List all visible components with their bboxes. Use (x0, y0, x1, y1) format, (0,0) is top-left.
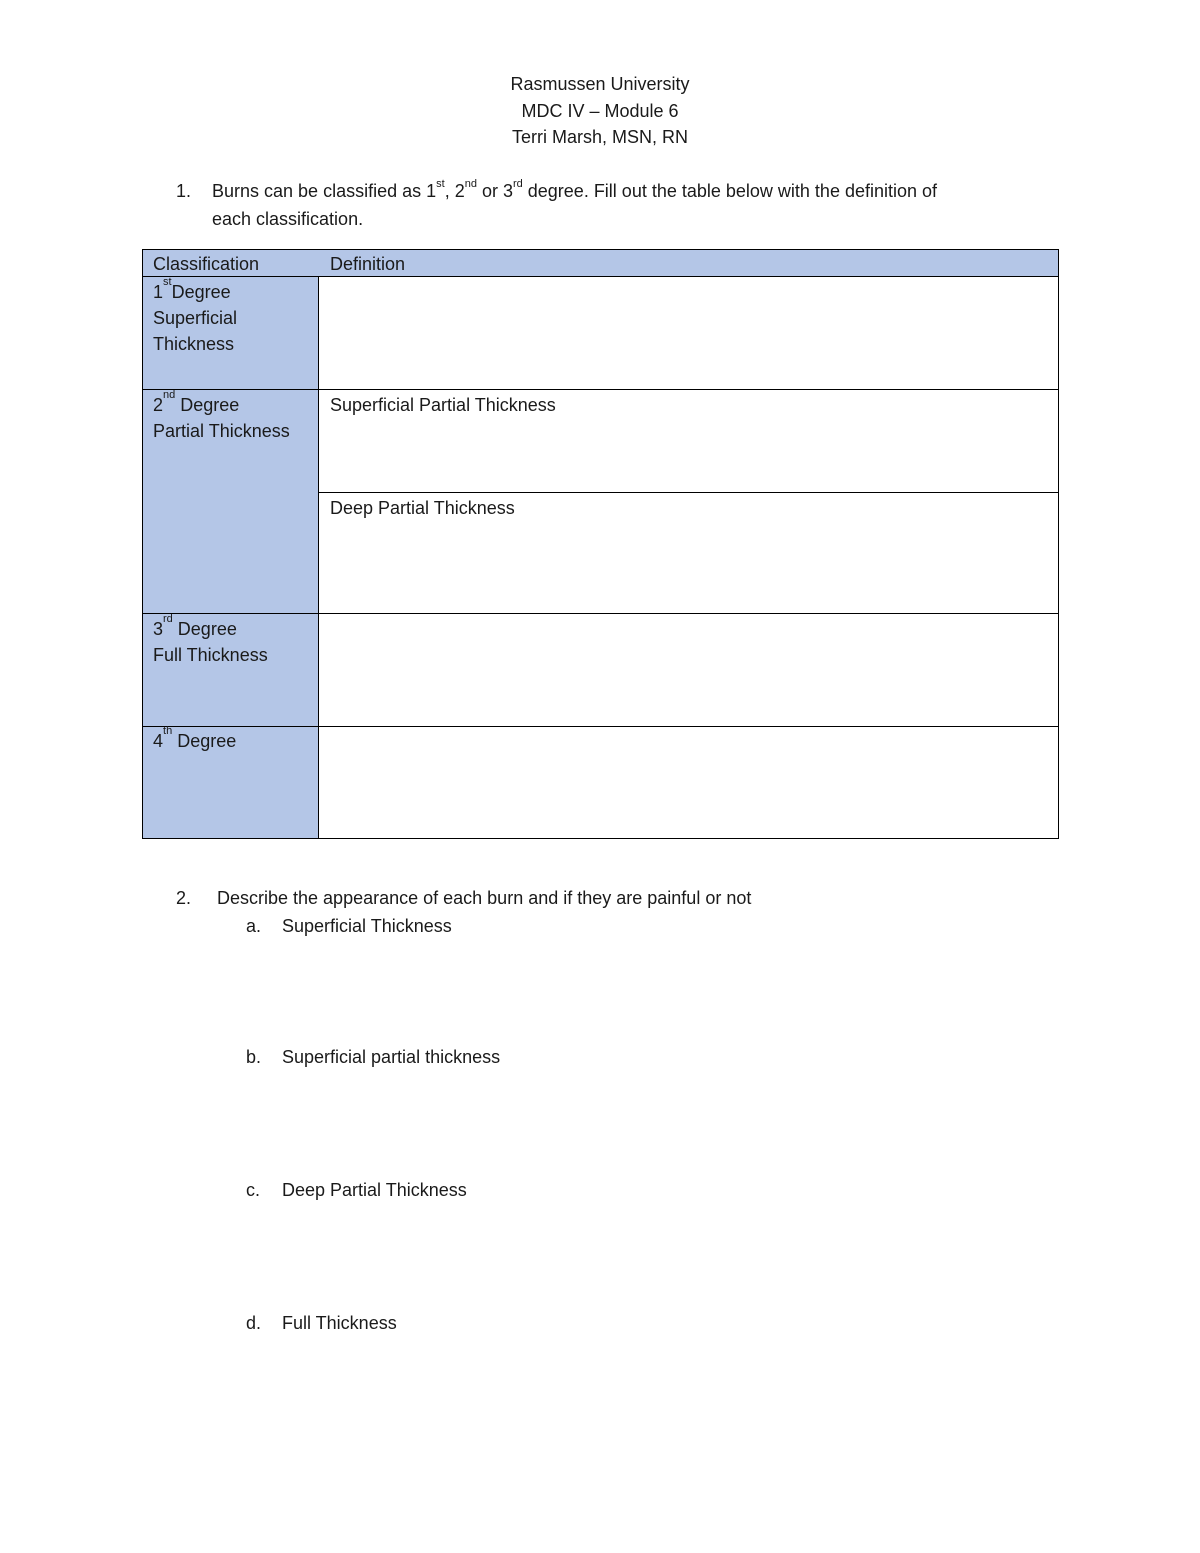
row-2-line2: Partial Thickness (153, 421, 290, 441)
row-2-sup: nd (163, 389, 176, 401)
list-item-letter: a. (246, 916, 262, 936)
row-4-sup: th (163, 725, 173, 737)
question-1-text-line2: each classification. (212, 209, 364, 229)
row-1-line3: Thickness (153, 334, 235, 354)
row-2-num: 2 (153, 395, 164, 415)
row-1st-degree-definition-cell[interactable] (320, 278, 1058, 388)
row-1-sup: st (163, 276, 172, 288)
question-2-text: Describe the appearance of each burn and if they are painful or not (217, 888, 752, 908)
row-3rd-degree-definition-cell[interactable] (320, 615, 1058, 725)
row-1st-degree-label (153, 276, 238, 357)
row-divider (319, 492, 1058, 493)
row-2nd-degree-label (153, 389, 290, 444)
row-1-degree: Degree (171, 282, 231, 302)
superficial-partial-thickness-label: Superficial Partial Thickness (330, 395, 556, 415)
answer-area-b[interactable] (282, 1076, 982, 1166)
superficial-partial-thickness-definition-cell[interactable] (320, 391, 1058, 491)
row-divider (143, 389, 1058, 390)
row-divider (143, 726, 1058, 727)
list-item-letter: c. (246, 1180, 261, 1200)
question-2-number: 2. (176, 888, 192, 908)
list-item-letter: b. (246, 1047, 262, 1067)
answer-area-c[interactable] (282, 1209, 982, 1299)
q1-text-4: degree. Fill out the table below with the definition of (522, 181, 938, 201)
list-item-superficial-partial-thickness: Superficial partial thickness (282, 1047, 501, 1067)
row-3rd-degree-label (153, 613, 268, 668)
list-item-full-thickness: Full Thickness (282, 1313, 397, 1333)
row-4th-degree-label (153, 725, 237, 754)
instructor-name: Terri Marsh, MSN, RN (511, 127, 688, 147)
row-3-line2: Full Thickness (153, 645, 268, 665)
q1-text-3: or 3 (476, 181, 513, 201)
list-item-superficial-thickness: Superficial Thickness (282, 916, 452, 936)
course-title: MDC IV – Module 6 (521, 101, 679, 121)
row-divider (143, 613, 1058, 614)
row-2-degree: Degree (175, 395, 240, 415)
list-item-deep-partial-thickness: Deep Partial Thickness (282, 1180, 467, 1200)
q1-sup-3: rd (512, 178, 523, 190)
row-4-num: 4 (153, 731, 164, 751)
answer-area-d[interactable] (282, 1342, 982, 1432)
deep-partial-thickness-label: Deep Partial Thickness (330, 498, 515, 518)
header-classification: Classification (153, 254, 260, 274)
row-3-num: 3 (153, 619, 164, 639)
deep-partial-thickness-definition-cell[interactable] (320, 494, 1058, 612)
header-definition: Definition (330, 254, 406, 274)
q1-text-1: Burns can be classified as 1 (212, 181, 437, 201)
row-3-sup: rd (163, 613, 173, 625)
row-4th-degree-definition-cell[interactable] (320, 728, 1058, 836)
table-header-row (143, 250, 1058, 277)
question-1-text (212, 178, 938, 202)
institution-name: Rasmussen University (510, 74, 690, 94)
row-1-num: 1 (153, 282, 164, 302)
row-3-degree: Degree (172, 619, 237, 639)
q1-text-2: , 2 (444, 181, 465, 201)
row-4-degree: Degree (172, 731, 237, 751)
burn-classification-table (142, 249, 1059, 839)
answer-area-a[interactable] (282, 945, 982, 1035)
row-1-line2: Superficial (153, 308, 238, 328)
question-1-number: 1. (176, 181, 192, 201)
q1-sup-2: nd (464, 178, 477, 190)
list-item-letter: d. (246, 1313, 262, 1333)
q1-sup-1: st (436, 178, 445, 190)
